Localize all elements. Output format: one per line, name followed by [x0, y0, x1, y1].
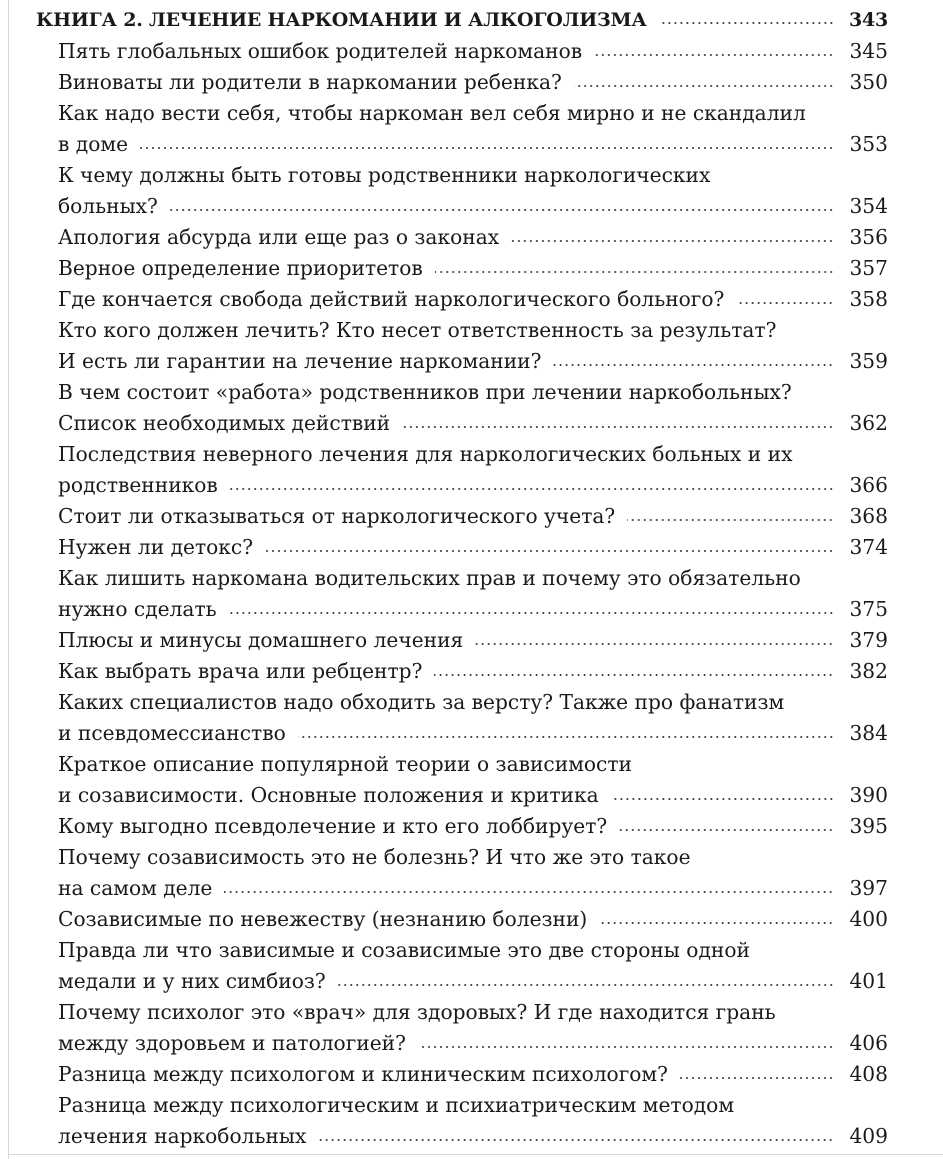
- dot-leader: [599, 921, 834, 925]
- toc-entry-page-number: 406: [849, 1031, 888, 1055]
- toc-entry-title-line: в доме: [58, 132, 129, 156]
- toc-entry-title-line: Верное определение приоритетов: [58, 256, 423, 280]
- dot-leader: [574, 84, 834, 88]
- toc-entry-title-line: медали и у них симбиоз?: [58, 969, 326, 993]
- toc-entry-title-line: Где кончается свобода действий наркологического больного?: [58, 287, 725, 311]
- toc-entry-page-number: 382: [849, 659, 888, 683]
- toc-entry-page-number: 357: [849, 256, 888, 280]
- toc-entry-page-number: 353: [849, 132, 888, 156]
- dot-leader: [418, 1045, 834, 1049]
- dot-leader: [553, 363, 834, 367]
- toc-entry[interactable]: [36, 253, 888, 284]
- toc-entry-page-number: 397: [849, 876, 888, 900]
- toc-entry-page-number: 409: [849, 1124, 888, 1148]
- dot-leader: [619, 828, 834, 832]
- dot-leader: [627, 518, 834, 522]
- toc-entry[interactable]: [36, 656, 888, 687]
- toc-entry[interactable]: [36, 377, 888, 439]
- dot-leader: [265, 549, 834, 553]
- toc-entry-page-number: 366: [849, 473, 888, 497]
- toc-entry-title-line: Как лишить наркомана водительских прав и почему это обязательно: [58, 566, 801, 590]
- toc-entry-title-line: и псевдомессианство: [58, 721, 286, 745]
- toc-entry-page-number: 358: [849, 287, 888, 311]
- dot-leader: [736, 301, 834, 305]
- toc-entry[interactable]: [36, 811, 888, 842]
- toc-entry[interactable]: [36, 160, 888, 222]
- toc-entry-title-line: К чему должны быть готовы родственники наркологических: [58, 163, 711, 187]
- toc-entry-title-line: Кто кого должен лечить? Кто несет ответственность за результат?: [58, 318, 777, 342]
- chapter-title: КНИГА 2. ЛЕЧЕНИЕ НАРКОМАНИИ И АЛКОГОЛИЗМА: [36, 9, 647, 31]
- dot-leader: [475, 642, 834, 646]
- toc-entry-title-line: В чем состоит «работа» родственников при лечении наркобольных?: [58, 380, 792, 404]
- toc-entry-title-line: нужно сделать: [58, 597, 217, 621]
- toc-entry-title-line: на самом деле: [58, 876, 213, 900]
- toc-entry-page-number: 390: [849, 783, 888, 807]
- chapter-page-number: 343: [848, 9, 888, 31]
- toc-entry-title-line: родственников: [58, 473, 218, 497]
- toc-entry-title-line: Как выбрать врача или ребцентр?: [58, 659, 423, 683]
- toc-entry[interactable]: [36, 222, 888, 253]
- toc-entry-title-line: Созависимые по невежеству (незнанию болезни): [58, 907, 588, 931]
- dot-leader: [402, 425, 834, 429]
- toc-entry[interactable]: [36, 935, 888, 997]
- toc-entry[interactable]: [36, 563, 888, 625]
- toc-entry[interactable]: [36, 1059, 888, 1090]
- dot-leader: [594, 53, 834, 57]
- toc-entry[interactable]: [36, 439, 888, 501]
- toc-entry-title-line: Правда ли что зависимые и созависимые это две стороны одной: [58, 938, 750, 962]
- dot-leader: [318, 1138, 834, 1142]
- toc-entry-title-line: Последствия неверного лечения для наркологических больных и их: [58, 442, 793, 466]
- toc-entry-page-number: 362: [849, 411, 888, 435]
- toc-entry[interactable]: [36, 98, 888, 160]
- dot-leader: [338, 983, 834, 987]
- toc-entry-page-number: 395: [849, 814, 888, 838]
- toc-entry-title-line: Разница между психологом и клиническим психологом?: [58, 1062, 668, 1086]
- toc-entry-title-line: Виноваты ли родители в наркомании ребенка?: [58, 70, 562, 94]
- dot-leader: [511, 239, 834, 243]
- toc-entry-page-number: 356: [849, 225, 888, 249]
- toc-entry-page-number: 350: [849, 70, 888, 94]
- toc-entry[interactable]: [36, 997, 888, 1059]
- toc-chapter-heading[interactable]: [36, 5, 888, 36]
- page-left-border: [8, 0, 9, 1159]
- toc-entry-title-line: Апология абсурда или еще раз о законах: [58, 225, 500, 249]
- dot-leader: [170, 208, 834, 212]
- toc-entry-title-line: Плюсы и минусы домашнего лечения: [58, 628, 464, 652]
- toc-entry[interactable]: [36, 501, 888, 532]
- dot-leader: [230, 487, 834, 491]
- dot-leader: [434, 673, 834, 677]
- toc-entry-page-number: 354: [849, 194, 888, 218]
- toc-entry-page-number: 408: [849, 1062, 888, 1086]
- toc-entry-title-line: лечения наркобольных: [58, 1124, 307, 1148]
- toc-entry-title-line: Пять глобальных ошибок родителей наркоманов: [58, 39, 583, 63]
- toc-entry-page-number: 359: [849, 349, 888, 373]
- toc-entry[interactable]: [36, 625, 888, 656]
- toc-entry-title-line: Разница между психологическим и психиатрическим методом: [58, 1093, 735, 1117]
- toc-entry-page-number: 375: [849, 597, 888, 621]
- toc-entry-page-number: 400: [849, 907, 888, 931]
- toc-entry[interactable]: [36, 749, 888, 811]
- dot-leader: [224, 890, 834, 894]
- toc-entry[interactable]: [36, 67, 888, 98]
- toc-entry-title-line: И есть ли гарантии на лечение наркомании?: [58, 349, 542, 373]
- table-of-contents: [36, 5, 888, 1152]
- toc-entry-title-line: Почему психолог это «врач» для здоровых? И где находится грань: [58, 1000, 776, 1024]
- toc-entry-title-line: Каких специалистов надо обходить за версту? Также про фанатизм: [58, 690, 785, 714]
- toc-entry-title-line: Краткое описание популярной теории о зависимости: [58, 752, 632, 776]
- toc-entry-title-line: Почему созависимость это не болезнь? И что же это такое: [58, 845, 691, 869]
- toc-entry-page-number: 368: [849, 504, 888, 528]
- dot-leader: [611, 797, 834, 801]
- page-bottom-border: [8, 1154, 943, 1155]
- toc-entry[interactable]: [36, 842, 888, 904]
- dot-leader: [229, 611, 834, 615]
- toc-entry-title-line: Список необходимых действий: [58, 411, 391, 435]
- dot-leader: [435, 270, 834, 274]
- dot-leader: [298, 735, 834, 739]
- toc-entry-page-number: 345: [849, 39, 888, 63]
- toc-entry-title-line: Стоит ли отказываться от наркологического учета?: [58, 504, 616, 528]
- toc-entry[interactable]: [36, 687, 888, 749]
- dot-leader: [680, 1076, 834, 1080]
- toc-entry-page-number: 384: [849, 721, 888, 745]
- toc-entry-page-number: 401: [849, 969, 888, 993]
- dot-leader: [140, 146, 834, 150]
- toc-entry-page-number: 374: [849, 535, 888, 559]
- toc-entry[interactable]: [36, 532, 888, 563]
- toc-entry[interactable]: [36, 36, 888, 67]
- dot-leader: [659, 21, 834, 25]
- toc-entry-title-line: между здоровьем и патологией?: [58, 1031, 406, 1055]
- toc-entry-title-line: Нужен ли детокс?: [58, 535, 254, 559]
- toc-entry[interactable]: [36, 904, 888, 935]
- toc-entry[interactable]: [36, 1090, 888, 1152]
- toc-entry[interactable]: [36, 315, 888, 377]
- toc-entry-title-line: Кому выгодно псевдолечение и кто его лоббирует?: [58, 814, 608, 838]
- toc-entry[interactable]: [36, 284, 888, 315]
- toc-entry-title-line: и созависимости. Основные положения и критика: [58, 783, 599, 807]
- toc-entry-title-line: больных?: [58, 194, 158, 218]
- toc-entry-title-line: Как надо вести себя, чтобы наркоман вел себя мирно и не скандалил: [58, 101, 806, 125]
- toc-entry-page-number: 379: [849, 628, 888, 652]
